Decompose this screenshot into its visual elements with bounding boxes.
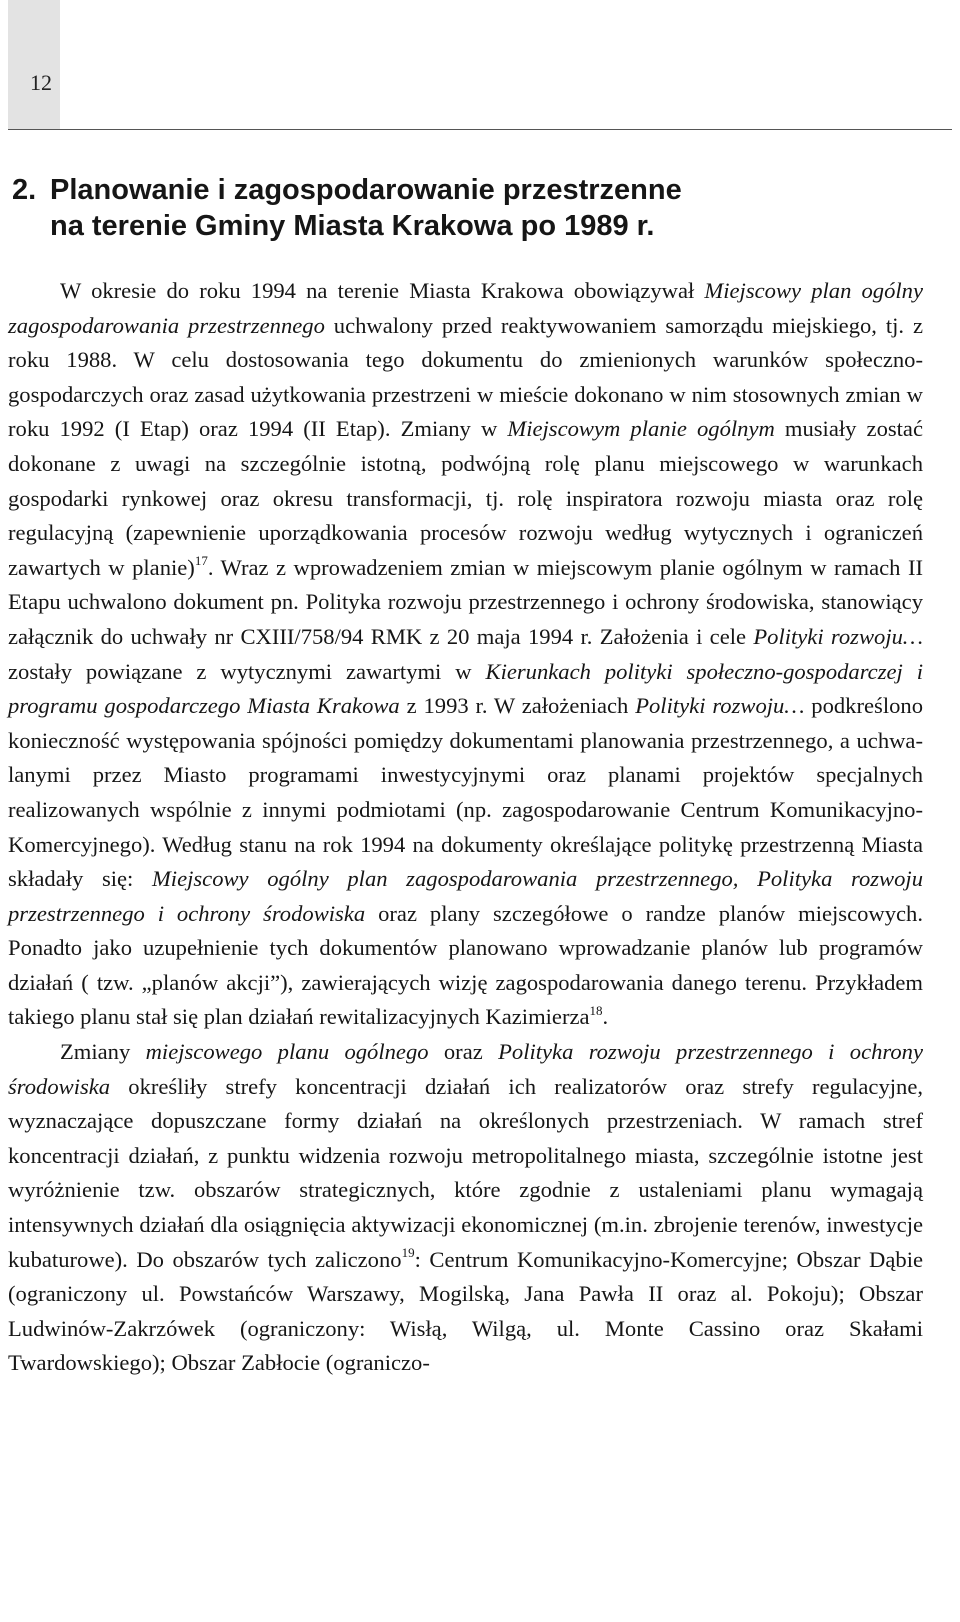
paragraph-2	[8, 1035, 923, 1381]
text-run: Zmiany	[60, 1039, 146, 1065]
italic-title: Polityka rozwoju przestrzennego i ochrony środowiska	[8, 1039, 923, 1099]
italic-title: Polityki rozwoju…	[753, 623, 923, 649]
italic-title: Miejscowy plan ogólny zagospodarowania przestrzennego	[8, 278, 924, 338]
text-run: .	[602, 1004, 609, 1030]
paragraph-1	[8, 274, 923, 1035]
text-run: zostały powiązane z wytycznymi zawartymi w	[8, 658, 486, 684]
text-run: oraz	[428, 1039, 499, 1065]
text-run: podkreślono konieczność występowania spójności pomiędzy dokumentami planowania przestrzennego, a uchwalanymi przez Miasto programami inwestycyjnymi oraz planami projektów specjalnych realizowanych wspólnie z innymi podmiotami (np. zagospodarowanie Centrum Komunikacyjno-Komercyjnego). Według stanu na rok 1994 na dokumenty określające politykę przestrzenną Miasta składały się:	[8, 693, 923, 892]
footnote-ref-19: 19	[401, 1245, 415, 1261]
text-run: . Wraz z wprowadzeniem zmian w miejscowym planie ogólnym w ramach II Etapu uchwalono dokument pn. Polityka rozwoju przestrzennego i ochrony środowiska, stanowiący załącznik do uchwały nr CXIII/758/94 RMK z 20 maja 1994 r. Założenia i cele	[8, 554, 924, 649]
section-number: 2.	[12, 174, 37, 206]
italic-title: Polityki rozwoju…	[635, 693, 805, 719]
page-number-tab	[8, 0, 60, 130]
text-run: z 1993 r. W założeniach	[399, 693, 636, 719]
text-run: uchwalony przed reaktywowaniem samorządu miejskiego, tj. z roku 1988. W celu dostosowania tego dokumentu do zmienionych warunków społeczno-gospodarczych oraz zasad użytkowania przestrzeni w mieście dokonano w nim stosownych zmian w roku 1992 (I Etap) oraz 1994 (II Etap). Zmiany w	[8, 312, 923, 442]
italic-title: Miejscowy ogólny plan zagospodarowania przestrzennego, Polityka rozwoju przestrzennego i ochrony środowiska	[8, 866, 923, 926]
text-run: oraz plany szczegółowe o randze planów miejscowych. Ponadto jako uzupełnienie tych dokumentów planowano wprowadzanie planów lub programów działań ( tzw. „planów akcji”), zawierających wizję zagospodarowania danego terenu. Przykładem takiego planu stał się plan działań rewitalizacyjnych Kazimierza	[8, 900, 923, 1030]
heading-line-1: Planowanie i zagospodarowanie przestrzenne	[50, 174, 682, 206]
text-run: : Centrum Komunikacyjno-Komercyjne; Obszar Dąbie (ograniczony ul. Powstańców Warszawy, Mogilską, Jana Pawła II oraz al. Pokoju); Obszar Ludwinów-Zakrzówek (ograniczony: Wisłą, Wilgą, ul. Monte Cassino oraz Skałami Twardowskiego); Obszar Zabłocie (ograniczo-	[8, 1246, 923, 1376]
body-text	[8, 274, 923, 1381]
text-run: musiały zostać dokonane z uwagi na szczególnie istotną, podwójną rolę planu miejscowego w warunkach gospodarki rynkowej oraz okresu transformacji, tj. rolę inspiratora rozwoju miasta oraz rolę regulacyjną (zapewnienie uporządkowania procesów rozwoju według wytycznych i ograniczeń zawartych w planie)	[8, 416, 923, 580]
footnote-ref-18: 18	[589, 1002, 603, 1018]
footnote-ref-17: 17	[194, 553, 208, 569]
italic-title: Kierunkach polityki społeczno-gospodarczej i programu gospodarczego Miasta Krakowa	[8, 658, 923, 719]
page-number: 12	[30, 70, 52, 95]
text-run: określiły strefy koncentracji działań ich realizatorów oraz strefy regulacyjne, wyznaczające dopuszczane formy działań na określonych przestrzeniach. W ramach stref koncentracji działań, z punktu widzenia rozwoju metropolitalnego miasta, szczególnie istotne jest wyróżnienie tzw. obszarów strategicznych, które zgodnie z ustaleniami planu wymagają intensywnych działań dla osiągnięcia aktywizacji ekonomicznej (m.in. zbrojenie terenów, inwestycje kubaturowe). Do obszarów tych zaliczono	[8, 1073, 923, 1272]
italic-title: Miejscowym planie ogólnym	[507, 416, 775, 442]
text-run: W okresie do roku 1994 na terenie Miasta Krakowa obowiązywał	[60, 278, 705, 303]
italic-title: miejscowego planu ogólnego	[145, 1039, 429, 1065]
heading-line-2: na terenie Gminy Miasta Krakowa po 1989 r.	[50, 210, 655, 242]
header-rule	[8, 129, 952, 130]
section-heading	[12, 172, 932, 244]
